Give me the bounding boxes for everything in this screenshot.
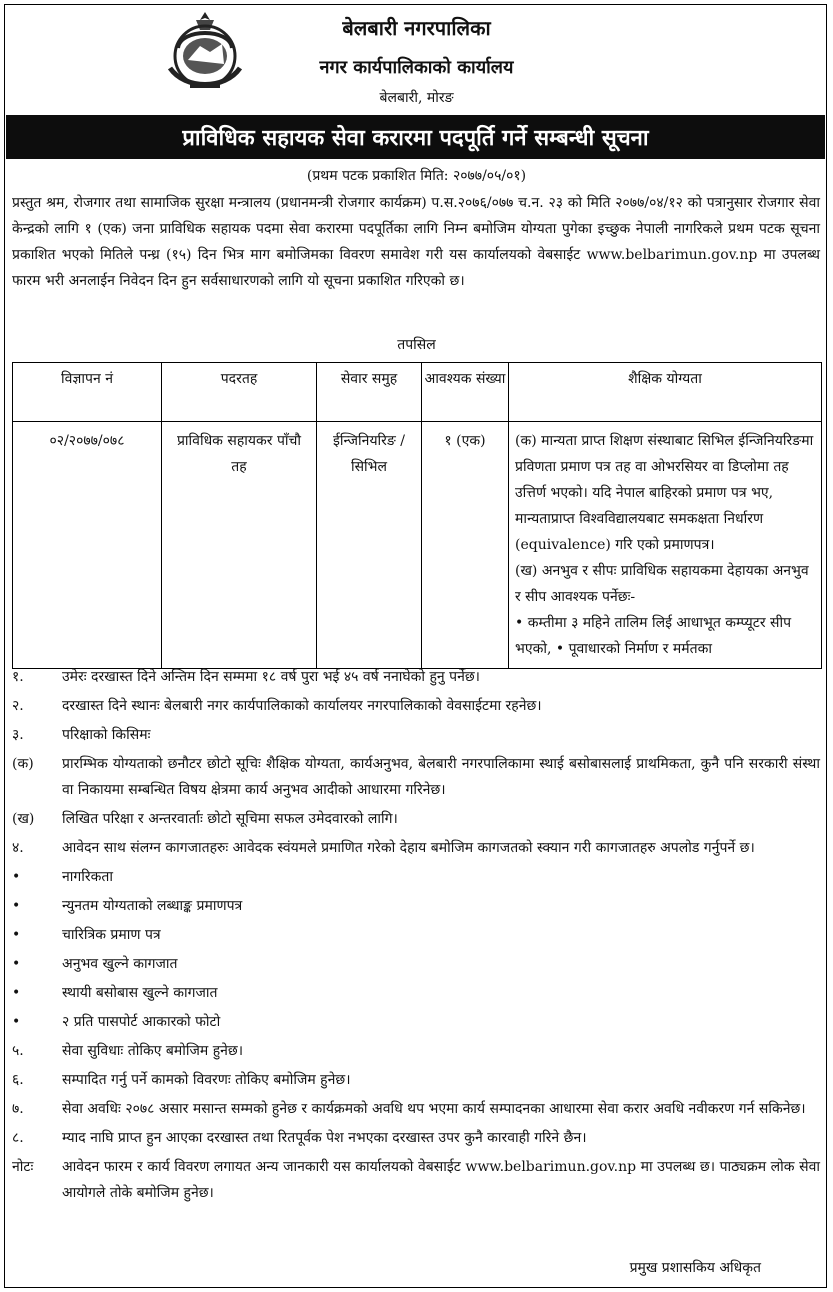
col-header-post: पदरतह [162,363,317,422]
list-item [12,951,820,977]
list-item-text: आवेदन साथ संलग्न कागजातहरुः आवेदक स्वंयमले प्रमाणित गरेको देहाय बमोजिम कागजतको स्क्यान गरी कागजातहरु अपलोड गर्नुपर्ने छ। [62,840,755,856]
list-item-text: स्थायी बसोबास खुल्ने कागजात [62,985,218,1001]
list-item-text: चारित्रिक प्रमाण पत्र [62,927,161,943]
list-item-text: प्रारम्भिक योग्यताको छनौटर छोटो सूचिः शैक्षिक योग्यता, कार्यअनुभव, बेलबारी नगरपालिकामा स्थाई बसोबासलाई प्राथमिकता, कुनै पनि सरकारी संस्था वा निकायमा सम्बन्धित विषय क्षेत्रमा कार्य अनुभव आदीको आधारमा गरिनेछ। [62,756,820,798]
list-item-number: • [12,869,21,885]
list-item-text: सेवा अवधिः २०७८ असार मसान्त सम्मको हुनेछ र कार्यक्रमको अवधि थप भएमा कार्य सम्पादनका आधारमा सेवा करार अवधि नवीकरण गर्न सकिनेछ। [62,1101,806,1117]
cell-qualification [509,422,822,669]
list-item-number: १. [12,669,24,685]
list-item-number: • [12,1014,21,1030]
cell-count: १ (एक) [422,422,509,669]
qualification-b: (ख) अनभुव र सीपः प्राविधिक सहायकमा देहायका अनभुव र सीप आवश्यक पर्नेछः- [515,563,809,605]
list-item-number: २. [12,698,24,714]
col-header-qualification: शैक्षिक योग्यता [509,363,822,422]
list-item-number: • [12,956,21,972]
list-item [12,1154,820,1206]
cell-service-group: ईन्जिनियरिङ /सिभिल [317,422,422,669]
col-header-service-group: सेवार समुह [317,363,422,422]
list-item-number: • [12,927,21,943]
qualification-a: (क) मान्यता प्राप्त शिक्षण संस्थाबाट सिभिल ईन्जिनियरिङमा प्रविणता प्रमाण पत्र तह वा ओभरसियर वा डिप्लोमा तह उत्तिर्ण भएको। यदि नेपाल बाहिरको प्रमाण पत्र भए, मान्यताप्राप्त विश्वविद्यालयबाट समकक्षता निर्धारण (equivalence) गरि एको प्रमाणपत्र। [515,433,814,553]
list-item-text: सेवा सुविधाः तोकिए बमोजिम हुनेछ। [62,1043,244,1059]
list-item-number: नोटः [12,1159,34,1175]
table-row [13,422,822,669]
list-item-number: (ख) [12,811,35,827]
list-item [12,1125,820,1151]
publication-date: (प्रथम पटक प्रकाशित मिति: २०७७/०५/०१) [306,168,527,184]
list-item [12,751,820,803]
cell-ad-no: ०२/२०७७/०७८ [13,422,162,669]
office-address: बेलबारी, मोरङ [379,90,454,106]
list-item-number: ३. [12,727,24,743]
list-item-number: ६. [12,1072,24,1088]
list-item [12,1038,820,1064]
list-item [12,1009,820,1035]
list-item [12,722,820,748]
list-item [12,1067,820,1093]
list-item [12,835,820,861]
cell-post: प्राविधिक सहायकर पाँचौ तह [162,422,317,669]
list-item-text: २ प्रति पासपोर्ट आकारको फोटो [62,1014,221,1030]
list-item [12,864,820,890]
list-item-text: दरखास्त दिने स्थानः बेलबारी नगर कार्यपालिकाको कार्यालयर नगरपालिकाको वेवसाईटमा रहनेछ। [62,698,542,714]
col-header-ad-no: विज्ञापन नं [13,363,162,422]
list-item-number: (क) [12,756,34,772]
notice-title: प्राविधिक सहायक सेवा करारमा पदपूर्ति गर्ने सम्बन्धी सूचना [6,115,825,159]
vacancy-table [12,362,822,669]
list-item-text: न्युनतम योग्यताको लब्धाङ्क प्रमाणपत्र [62,898,243,914]
list-item-number: ७. [12,1101,24,1117]
list-item-text: म्याद नाघि प्राप्त हुन आएका दरखास्त तथा रितपूर्वक पेश नभएका दरखास्त उपर कुनै कारवाही गरिने छैन। [62,1130,587,1146]
list-item-text: अनुभव खुल्ने कागजात [62,956,178,972]
list-item-text: लिखित परिक्षा र अन्तरवार्ताः छोटो सूचिमा सफल उमेदवारको लागि। [62,811,398,827]
list-item-number: ५. [12,1043,24,1059]
list-item [12,1096,820,1122]
list-item-number: • [12,898,21,914]
table-header-row [13,363,822,422]
list-item-text: आवेदन फारम र कार्य विवरण लगायत अन्य जानकारी यस कार्यालयको वेबसाईट www.belbarimun.gov.np मा उपलब्ध छ। पाठ्यक्रम लोक सेवा आयोगले तोके बमोजिम हुनेछ। [62,1159,820,1201]
qualification-c: • कम्तीमा ३ महिने तालिम लिई आधाभूत कम्प्यूटर सीप भएको, • पूवाधारको निर्माण र मर्मतका [515,615,792,657]
signature-title: प्रमुख प्रशासकिय अधिकृत [629,1260,761,1276]
list-item [12,664,820,690]
list-item [12,922,820,948]
list-item-text: सम्पादित गर्नु पर्ने कामको विवरणः तोकिए बमोजिम हुनेछ। [62,1072,351,1088]
office-name: नगर कार्यपालिकाको कार्यालय [319,57,514,78]
list-item [12,693,820,719]
list-item [12,806,820,832]
col-header-count: आवश्यक संख्या [422,363,509,422]
list-item-text: उमेरः दरखास्त दिने अन्तिम दिन सम्ममा १८ वर्ष पुरा भई ४५ वर्ष ननाघेको हुनु पर्नेछ। [62,669,480,685]
intro-paragraph: प्रस्तुत श्रम, रोजगार तथा सामाजिक सुरक्षा मन्त्रालय (प्रधानमन्त्री रोजगार कार्यक्रम) प.स.२०७६/०७७ च.न. २३ को मिति २०७७/०४/१२ को पत्रानुसार रोजगार सेवा केन्द्रको लागि १ (एक) जना प्राविधिक सहायक पदमा सेवा करारमा पदपूर्तिका लागि निम्न बमोजिम योग्यता पुगेका इच्छुक नेपाली नागरिकले प्रथम पटक सूचना प्रकाशित भएको मितिले पन्ध्र (१५) दिन भित्र माग बमोजिमका विवरण समावेश गरी यस कार्यालयको वेबसाईट www.belbarimun.gov.np मा उपलब्ध फारम भरी अनलाईन निवेदन दिन हुन सर्वसाधारणको लागि यो सूचना प्रकाशित गरिएको छ। [12,195,820,289]
table-caption: तपसिल [397,337,436,353]
conditions-list [12,664,820,1209]
list-item-text: नागरिकता [62,869,113,885]
list-item-number: • [12,985,21,1001]
list-item-text: परिक्षाको किसिमः [62,727,151,743]
list-item [12,980,820,1006]
list-item-number: ४. [12,840,24,856]
list-item [12,893,820,919]
org-name: बेलबारी नगरपालिका [342,16,491,40]
list-item-number: ८. [12,1130,24,1146]
